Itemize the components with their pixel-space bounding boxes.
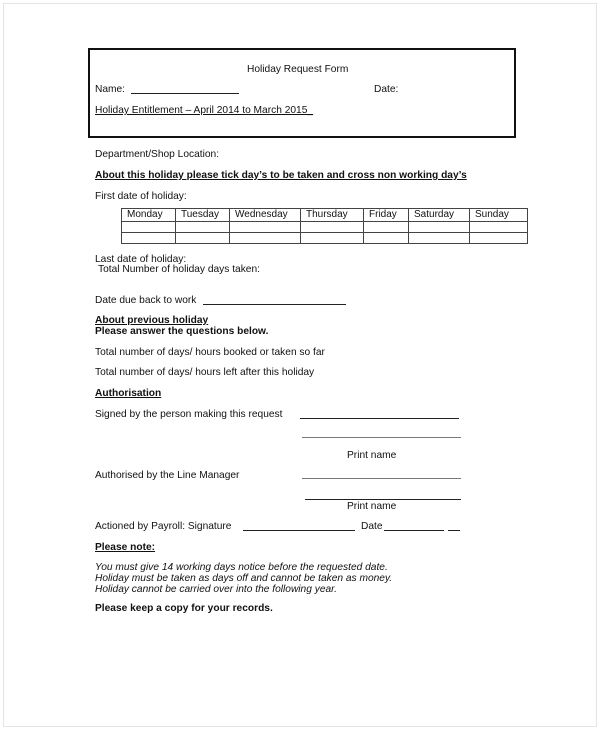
cell-monday-1[interactable] <box>122 222 176 233</box>
name-label: Name: <box>95 84 126 95</box>
requester-signature-line[interactable] <box>300 418 459 419</box>
first-date-label: First date of holiday: <box>95 191 187 202</box>
back-to-work-field-line[interactable] <box>203 304 346 305</box>
previous-holiday-heading: About previous holiday <box>95 315 209 326</box>
print-name-label-2: Print name <box>347 501 397 512</box>
day-saturday: Saturday <box>409 209 470 222</box>
notes-heading: Please note: <box>95 542 156 553</box>
payroll-date-line-extra <box>448 530 460 531</box>
cell-sunday-2[interactable] <box>470 233 528 244</box>
day-thursday: Thursday <box>301 209 364 222</box>
holiday-instruction: About this holiday please tick day’s to be taken and cross non working day’s <box>95 170 467 181</box>
payroll-signature-label: Actioned by Payroll: Signature <box>95 521 232 532</box>
name-field-line[interactable] <box>131 93 239 94</box>
cell-monday-2[interactable] <box>122 233 176 244</box>
cell-wednesday-2[interactable] <box>230 233 301 244</box>
cell-thursday-2[interactable] <box>301 233 364 244</box>
manager-print-name-line[interactable] <box>305 499 461 500</box>
payroll-date-label: Date <box>361 521 383 532</box>
signed-by-label: Signed by the person making this request <box>95 409 283 420</box>
cell-saturday-2[interactable] <box>409 233 470 244</box>
note-line-2: Holiday must be taken as days off and cannot be taken as money. <box>95 573 393 584</box>
day-friday: Friday <box>364 209 409 222</box>
line-manager-label: Authorised by the Line Manager <box>95 470 240 481</box>
records-footer: Please keep a copy for your records. <box>95 603 273 614</box>
days-left-label: Total number of days/ hours left after this holiday <box>95 367 315 378</box>
previous-holiday-subheading: Please answer the questions below. <box>95 326 269 337</box>
cell-tuesday-2[interactable] <box>176 233 230 244</box>
cell-sunday-1[interactable] <box>470 222 528 233</box>
cell-friday-2[interactable] <box>364 233 409 244</box>
days-header-row <box>122 209 528 222</box>
print-name-label-1: Print name <box>347 450 397 461</box>
note-line-1: You must give 14 working days notice before the requested date. <box>95 562 388 573</box>
total-days-label: Total Number of holiday days taken: <box>98 264 260 275</box>
day-wednesday: Wednesday <box>230 209 301 222</box>
last-date-label: Last date of holiday: <box>95 254 187 265</box>
back-to-work-label: Date due back to work <box>95 295 197 306</box>
department-label: Department/Shop Location: <box>95 149 220 160</box>
day-monday: Monday <box>122 209 176 222</box>
requester-print-name-line[interactable] <box>302 437 461 438</box>
note-line-3: Holiday cannot be carried over into the following year. <box>95 584 337 595</box>
cell-tuesday-1[interactable] <box>176 222 230 233</box>
manager-signature-line[interactable] <box>302 478 461 479</box>
days-booked-label: Total number of days/ hours booked or taken so far <box>95 347 325 358</box>
cell-saturday-1[interactable] <box>409 222 470 233</box>
payroll-date-line[interactable] <box>384 530 444 531</box>
cell-wednesday-1[interactable] <box>230 222 301 233</box>
entitlement-text: Holiday Entitlement – April 2014 to March 2015_ <box>95 105 314 116</box>
cell-thursday-1[interactable] <box>301 222 364 233</box>
days-table <box>121 208 528 244</box>
table-row <box>122 222 528 233</box>
authorisation-heading: Authorisation <box>95 388 162 399</box>
payroll-signature-line[interactable] <box>243 530 355 531</box>
cell-friday-1[interactable] <box>364 222 409 233</box>
day-sunday: Sunday <box>470 209 528 222</box>
table-row <box>122 233 528 244</box>
date-label: Date: <box>374 84 399 95</box>
day-tuesday: Tuesday <box>176 209 230 222</box>
form-title: Holiday Request Form <box>247 64 349 75</box>
